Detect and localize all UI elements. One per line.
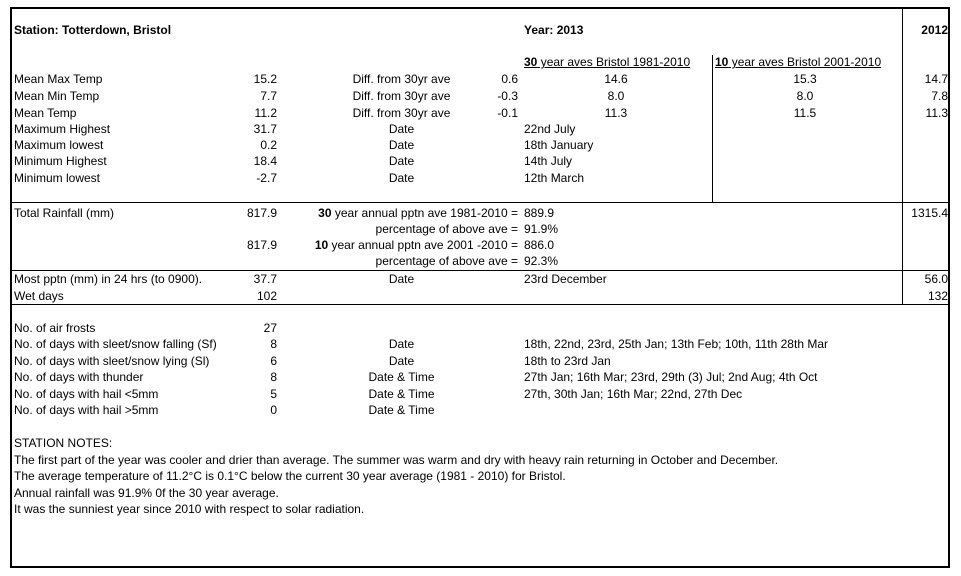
temp-row-date: 12th March [524,171,585,185]
rainfall-pct-2: 92.3% [524,254,559,268]
temp-row-prev: 7.8 [931,89,948,103]
temp-row-date: 14th July [524,154,573,168]
notes-line: The average temperature of 11.2°C is 0.1°C below the current 30 year average (1981 - 2010) for Bristol. [14,469,566,483]
count-row-mid-label: Date & Time [368,403,435,417]
divider-prev-year-column [902,7,903,305]
border-top [10,7,950,9]
divider-pptn-bottom [10,304,950,305]
temp-row-ave30: 8.0 [607,89,625,103]
temp-row-ave10: 15.3 [793,72,817,86]
temp-row-mid-label: Diff. from 30yr ave [352,89,451,103]
temp-row-mid-label: Diff. from 30yr ave [352,106,451,120]
notes-line: It was the sunniest year since 2010 with respect to solar radiation. [14,502,365,516]
rainfall-pct-1: 91.9% [524,222,559,236]
count-row-value: 5 [270,387,277,401]
pptn-value: 37.7 [253,272,277,286]
notes-line: Annual rainfall was 91.9% 0f the 30 year average. [14,486,279,500]
ave10-header-number: 10 [715,55,729,69]
notes-line: The first part of the year was cooler and drier than average. The summer was warm and dry with heavy rain returning in October and December. [14,453,779,467]
year-label: Year: 2013 [524,23,584,37]
count-row-value: 8 [270,370,277,384]
temp-row-ave10: 8.0 [796,89,814,103]
rainfall-ave30-label [286,206,518,220]
temp-row-ave30: 11.3 [604,106,628,120]
temp-row-mid-label: Date [388,122,415,136]
count-row-detail: 18th to 23rd Jan [524,354,611,368]
border-right [948,7,950,568]
temp-row-label: Minimum Highest [14,154,107,168]
ave10-header-text: year aves Bristol 2001-2010 [728,55,882,69]
count-row-label: No. of air frosts [14,321,96,335]
temp-row-value: 18.4 [253,154,277,168]
rainfall-ave10-label [286,238,518,252]
border-bottom [10,566,950,568]
divider-10yr-column [712,55,713,202]
temp-row-label: Minimum lowest [14,171,101,185]
count-row-label: No. of days with thunder [14,370,144,384]
count-row-detail: 27th, 30th Jan; 16th Mar; 22nd, 27th Dec [524,387,743,401]
temp-row-label: Maximum lowest [14,138,104,152]
border-left [10,7,12,568]
count-row-mid-label: Date & Time [368,387,435,401]
wet-days-value: 102 [256,289,277,303]
temp-row-label: Mean Max Temp [14,72,103,86]
count-row-mid-label: Date [388,354,415,368]
temp-row-prev: 14.7 [924,72,948,86]
temp-row-date: 22nd July [524,122,576,136]
ave30-column-header [524,55,690,69]
rainfall-pct-label-1: percentage of above ave = [375,222,518,236]
count-row-value: 27 [263,321,277,335]
pptn-mid-label: Date [388,272,415,286]
temp-row-mid-label: Diff. from 30yr ave [352,72,451,86]
rainfall-ave10-value: 886.0 [524,238,555,252]
count-row-label: No. of days with sleet/snow lying (Sl) [14,354,210,368]
rainfall-ave10-text: year annual pptn ave 2001 -2010 = [328,238,518,252]
rainfall-value-2: 817.9 [246,238,277,252]
station-name: Station: Totterdown, Bristol [14,23,172,37]
count-row-mid-label: Date & Time [368,370,435,384]
pptn-date: 23rd December [524,272,607,286]
temp-row-value: 31.7 [253,122,277,136]
temp-row-date: 18th January [524,138,594,152]
count-row-value: 8 [270,337,277,351]
prev-year-label: 2012 [921,23,948,37]
rainfall-prev: 1315.4 [911,206,948,220]
count-row-detail: 18th, 22nd, 23rd, 25th Jan; 13th Feb; 10th, 11th 28th Mar [524,337,828,351]
temp-row-value: 11.2 [254,106,277,120]
temp-row-diff: 0.6 [501,72,518,86]
rainfall-ave30-number: 30 [318,206,332,220]
pptn-prev: 56.0 [924,272,948,286]
temp-row-diff: -0.1 [497,106,518,120]
count-row-detail: 27th Jan; 16th Mar; 23rd, 29th (3) Jul; 2nd Aug; 4th Oct [524,370,818,384]
temp-row-diff: -0.3 [497,89,518,103]
temp-row-prev: 11.3 [925,106,948,120]
count-row-label: No. of days with sleet/snow falling (Sf) [14,337,217,351]
count-row-label: No. of days with hail <5mm [14,387,159,401]
temp-row-label: Mean Temp [14,106,77,120]
temp-row-value: 15.2 [253,72,277,86]
wet-days-prev: 132 [927,289,948,303]
notes-title: STATION NOTES: [14,436,113,450]
temp-row-value: -2.7 [256,171,277,185]
temp-row-ave10: 11.5 [793,106,817,120]
ave30-header-text: year aves Bristol 1981-2010 [537,55,691,69]
rainfall-label: Total Rainfall (mm) [14,206,115,220]
temp-row-mid-label: Date [388,154,415,168]
temp-row-mid-label: Date [388,138,415,152]
temp-row-ave30: 14.6 [604,72,628,86]
temp-row-mid-label: Date [388,171,415,185]
count-row-label: No. of days with hail >5mm [14,403,159,417]
rainfall-value-1: 817.9 [246,206,277,220]
wet-days-label: Wet days [14,289,64,303]
rainfall-ave30-text: year annual pptn ave 1981-2010 = [331,206,518,220]
ave30-header-number: 30 [524,55,538,69]
rainfall-ave30-value: 889.9 [524,206,555,220]
temp-row-label: Maximum Highest [14,122,111,136]
count-row-value: 0 [270,403,277,417]
rainfall-ave10-number: 10 [314,238,329,252]
divider-rainfall-top [10,202,950,203]
pptn-label: Most pptn (mm) in 24 hrs (to 0900). [14,272,203,286]
count-row-mid-label: Date [388,337,415,351]
count-row-value: 6 [270,354,277,368]
temp-row-value: 7.7 [260,89,277,103]
divider-pptn-top [10,270,950,271]
ave10-column-header [715,55,881,69]
temp-row-label: Mean Min Temp [14,89,100,103]
rainfall-pct-label-2: percentage of above ave = [375,254,518,268]
temp-row-value: 0.2 [260,138,277,152]
